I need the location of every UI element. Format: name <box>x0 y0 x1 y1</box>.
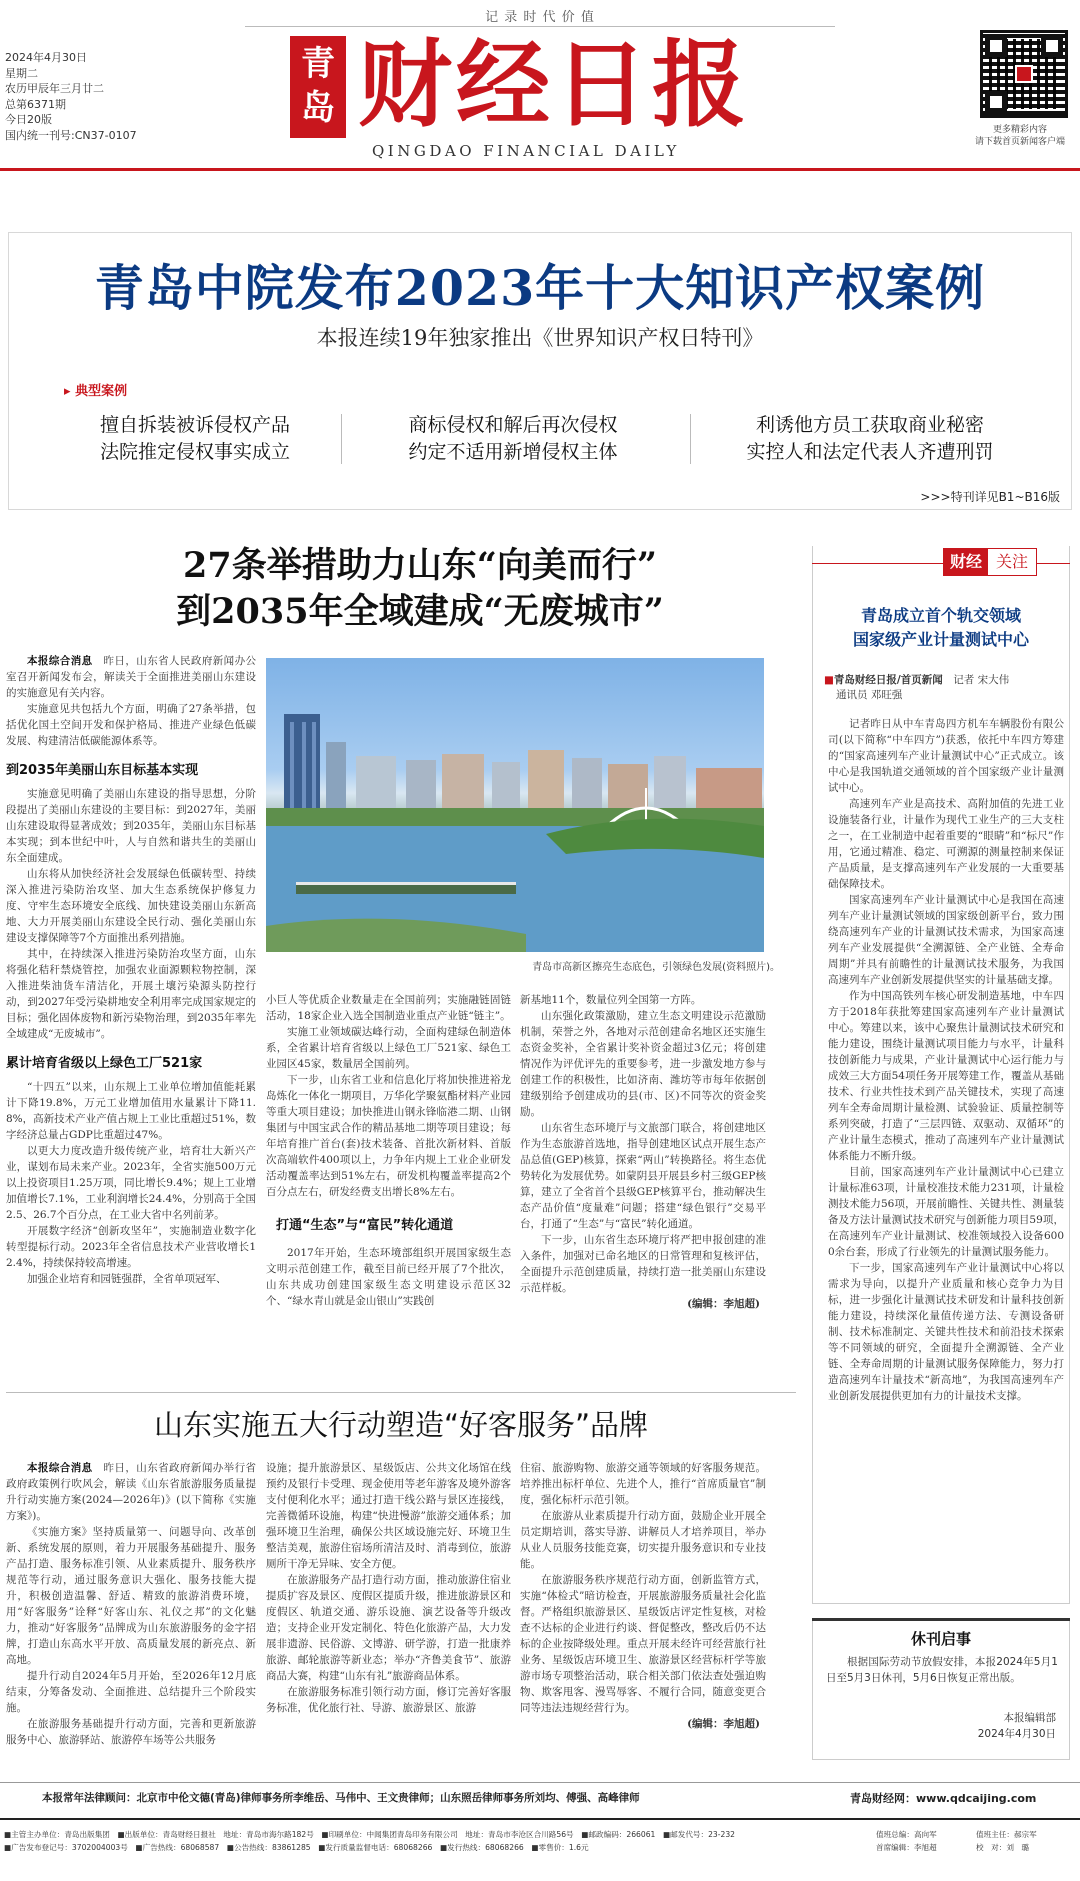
story1-col2 <box>266 992 511 1309</box>
notice-date: 2024年4月30日 <box>977 1728 1056 1740</box>
cases-label-text: 典型案例 <box>75 384 128 399</box>
case-divider-1 <box>341 414 342 464</box>
sidebar-byline <box>824 673 1064 703</box>
sidebar-paragraph: 记者昨日从中车青岛四方机车车辆股份有限公司(以下简称“中车四方”)获悉，依托中车四方筹建的“国家高速列车产业计量测试中心”正式成立。该中心是我国轨道交通领域的首个国家级产业计量测试中心。 <box>828 718 1064 794</box>
story2-top-rule <box>6 1392 796 1393</box>
story2-paragraph: 住宿、旅游购物、旅游交通等领域的好客服务规范。培养推出标杆单位、先进个人，推行“首席质量官”制度，强化标杆示范引领。 <box>520 1462 766 1506</box>
story1-headline[interactable] <box>60 543 780 635</box>
case-3-line1: 利诱他方员工获取商业秘密 <box>755 414 984 436</box>
story1-subhead-3: 打通“生态”与“富民”转化通道 <box>276 1218 454 1233</box>
story1-source: 本报综合消息 <box>27 655 93 667</box>
story2-paragraph: 《实施方案》坚持质量第一、问题导向、改革创新、系统发展的原则，着力开展服务基础提升、服务产品打造、服务标准引领、从业素质提升、服务秩序规范等行动，通过服务意识大强化、服务技能大提升，积极创造温馨、舒适、精致的旅游消费环境，用“好客服务”诠释“好客山东、礼仪之邦”的文化魅力，推动“好客服务”品牌成为山东旅游服务的金字招牌，打造山东高水平开放、高质量发展的新亮点、新高地。 <box>6 1526 256 1666</box>
story1-paragraph: 2017年开始，生态环境部组织开展国家级生态文明示范创建工作，截至目前已经开展了7个批次，山东共成功创建国家级生态文明建设示范区32个、“绿水青山就是金山银山”实践创 <box>266 1247 511 1307</box>
staff-director: 值班主任：郝宗军 <box>976 1830 1037 1839</box>
footer-row1: ■主管主办单位：青岛出版集团 ■出版单位：青岛财经日报社 地址：青岛市海尔路182号 ■印刷单位：中闻集团青岛印务有限公司 地址：青岛市李沧区合川路56号 ■邮政编码：266061 ■邮发代号：23-232 <box>4 1830 735 1839</box>
story1-editor: (编辑：李旭超) <box>687 1298 760 1310</box>
story1-paragraph: 山东省生态环境厅与文旅部门联合，将创建地区作为生态旅游首选地，指导创建地区试点开展生态产品总值(GEP)核算，探索“两山”转换路径。将生态优势转化为发展优势。如蒙阴县开展县乡村三级GEP核算，建立了全省首个县级GEP核算平台，推动解决生态产品价值“度量难”问题；搭建“绿色银行”交易平台，打通了“生态”与“富民”转化通道。 <box>520 1122 766 1230</box>
tagline-rule <box>245 26 835 27</box>
story1-paragraph: “十四五”以来，山东规上工业单位增加值能耗累计下降19.8%，万元工业增加值用水量累计下降11.8%，高新技术产业产值占规上工业比重超过51%，数字经济总量占GDP比重超过47%。 <box>6 1081 256 1141</box>
story2-paragraph: 在旅游服务秩序规范行动方面，创新监管方式，实施“体检式”暗访检查，开展旅游服务质量社会化监督。严格组织旅游景区、星级饭店评定性复核，对检查不达标的企业进行约谈、督促整改，整改后仍不达标的企业按降级处理。重点开展未经许可经营旅行社业务、星级饭店环境卫生、旅游景区经营标杆学等旅游市场专项整治活动，联合相关部门依法查处强迫购物、欺客甩客、漫骂辱客、不履行合同，随意变更合同等违法违规经营行为。 <box>520 1574 766 1714</box>
story2-col3 <box>520 1460 766 1732</box>
sidebar-paragraph: 高速列车产业是高技术、高附加值的先进工业设施装备行业，计量作为现代工业生产的三大支柱之一，在工业制造中起着重要的“眼睛”和“标尺”作用，它通过精准、稳定、可溯源的测量控制来保证产品质量，是支撑高速列车产业发展的一大重要基础保障技术。 <box>828 798 1064 890</box>
photo-caption: 青岛市高新区擦亮生态底色，引领绿色发展(资料照片)。 <box>532 962 780 973</box>
city-logo-text: 青岛 <box>301 44 335 128</box>
story1-paragraph: 下一步，山东省生态环境厅将严把申报创建的准入条件，加强对已命名地区的日常管理和复核评估，全面提升示范创建质量，持续打造一批美丽山东建设示范样板。 <box>520 1234 766 1294</box>
city-logo <box>290 36 346 138</box>
issue-weekday: 星期二 <box>5 66 38 80</box>
notice-sign: 本报编辑部 <box>1003 1712 1056 1724</box>
story1-paragraph: 山东强化政策激励，建立生态文明建设示范激励机制，荣誉之外，各地对示范创建命名地区还实施生态资金奖补，全省累计奖补资金超过3亿元；将创建情况作为评优评先的重要参考，进一步激发地方参与创建工作的积极性，比如济南、潍坊等市每年依据创建级别给予创建成功的县(市、区)不同等次的资金奖励。 <box>520 1010 766 1118</box>
story1-paragraph: 加强企业培育和园链强群，全省单项冠军、 <box>27 1273 227 1285</box>
story1-photo[interactable] <box>266 658 764 952</box>
lead-headline[interactable]: 青岛中院发布2023年十大知识产权案例 <box>94 259 986 317</box>
story1-paragraph: 开展数字经济“创新攻坚年”，实施制造业数字化转型提标行动。2023年全省信息技术产业营收增长12.4%，持续保持较高增速。 <box>6 1225 256 1269</box>
footer-staff <box>876 1828 1076 1854</box>
story1-paragraph: 新基地11个，数量位列全国第一方阵。 <box>520 994 702 1006</box>
byline-source: 青岛财经日报/首页新闻 <box>833 674 943 686</box>
notice-title: 休刊启事 <box>910 1630 971 1648</box>
masthead-bottom-rule <box>0 168 1080 171</box>
footer-row2: ■广告发布登记号：3702004003号 ■广告热线：68068587 ■公告热线：83861285 ■发行质量监督电话：68068266 ■发行热线：68068266 ■零售价：1.6元 <box>4 1843 589 1852</box>
qr-caption-line2: 请下载首页新闻客户端 <box>974 137 1065 147</box>
case-3-line2: 实控人和法定代表人齐遭刑罚 <box>746 441 994 463</box>
issue-date: 2024年4月30日 <box>5 51 87 64</box>
story1-headline-line2: 到2035年全域建成“无废城市” <box>176 591 664 632</box>
lead-subhead: 本报连续19年独家推出《世界知识产权日特刊》 <box>316 326 764 350</box>
issue-number: 总第6371期 <box>5 97 66 111</box>
story1-col3 <box>520 992 766 1312</box>
story1-paragraph: 实施工业领域碳达峰行动，全面构建绿色制造体系，全省累计培育省级以上绿色工厂521家、绿色工业园区45家，数量居全国前列。 <box>266 1026 511 1070</box>
case-3[interactable] <box>710 412 1030 466</box>
story2-paragraph: 在旅游服务标准引领行动方面，修订完善好客服务标准，优化旅行社、导游、旅游景区、旅游 <box>266 1686 511 1714</box>
story2-paragraph: 设施；提升旅游景区、星级饭店、公共文化场馆在线预约及银行卡受理、现金使用等老年游客及境外游客支付便利化水平；通过打造干线公路与景区连接线，完善微循环设施，构建“快进慢游”旅游交通体系；加强环境卫生治理，确保公共区域设施完好、环境卫生整洁美观，旅游住宿场所清洁及时、消毒到位，旅游厕所干净无异味、安全方便。 <box>266 1462 511 1570</box>
story1-paragraph: 实施意见共包括九个方面，明确了27条举措，包括优化国土空间开发和保护格局、推进产业绿色低碳发展、构建清洁低碳能源体系等。 <box>6 703 256 747</box>
footer-website[interactable]: 青岛财经网：www.qdcaijing.com <box>850 1792 1037 1805</box>
story2-editor: (编辑：李旭超) <box>687 1718 760 1730</box>
story2-col1 <box>6 1460 256 1748</box>
sidebar-tag-right: 关注 <box>996 552 1029 571</box>
sidebar-paragraph: 目前，国家高速列车产业计量测试中心已建立计量标准63项，计量校准技术能力231项，计量检测技术能力56项，开展前瞻性、关键共性、测量装备及方法计量测试技术研究与创新能力项目59项，在高速列车产业计量测试、校准领域投入设备6000余台套，形成了行业领先的计量测试服务能力。 <box>828 1166 1064 1258</box>
sidebar-tag-left: 财经 <box>944 549 988 575</box>
masthead-tagline: 记 录 时 代 价 值 <box>485 10 595 25</box>
story1-subhead-1: 到2035年美丽山东目标基本实现 <box>6 763 199 778</box>
story1-paragraph: 山东将从加快经济社会发展绿色低碳转型、持续深入推进污染防治攻坚、加大生态系统保护修复力度、守牢生态环境安全底线、加快建设美丽山东新高地、大力开展美丽山东建设全民行动、强化美丽山东建设支撑保障等7个方面推出系列措施。 <box>6 868 256 944</box>
story2-intro-text: 昨日，山东省政府新闻办举行省政府政策例行吹风会，解读《山东省旅游服务质量提升行动实施方案(2024—2026年)》(以下简称《实施方案》)。 <box>6 1462 257 1522</box>
staff-proofreader: 校 对：刘 璐 <box>976 1843 1030 1852</box>
qr-code[interactable] <box>980 30 1068 118</box>
case-1-line1: 擅自拆装被诉侵权产品 <box>99 414 290 436</box>
story2-col2 <box>266 1460 511 1716</box>
footer-imprint <box>4 1828 864 1854</box>
footer-legal: 本报常年法律顾问：北京市中伦文德(青岛)律师事务所李维岳、马伟中、王文贵律师；山东照岳律师事务所刘均、傅强、高峰律师 <box>42 1792 640 1804</box>
case-2[interactable] <box>358 412 668 466</box>
footer-bottom-rule <box>0 1818 1080 1820</box>
story1-col1 <box>6 653 256 1287</box>
staff-lead-editor: 首席编辑：李旭超 <box>876 1843 937 1852</box>
story1-paragraph: 其中，在持续深入推进污染防治攻坚方面，山东将强化秸秆禁烧管控，加强农业面源颗粒物控制，深入推进柴油货车清洁化，开展土壤污染源头防控行动，到2027年受污染耕地安全利用率完成国家规定的目标；强化固体废物和新污染物治理，到2035年率先全域建成“无废城市”。 <box>6 948 256 1040</box>
notice-top-rule <box>812 1618 1070 1621</box>
sidebar-headline-line1: 青岛成立首个轨交领域 <box>860 606 1021 625</box>
case-2-line1: 商标侵权和解后再次侵权 <box>408 414 618 436</box>
sidebar-headline-line2: 国家级产业计量测试中心 <box>852 630 1029 649</box>
story2-paragraph: 在旅游服务基础提升行动方面，完善和更新旅游服务中心、旅游驿站、旅游停车场等公共服务 <box>6 1718 256 1746</box>
sidebar-headline[interactable] <box>816 604 1066 652</box>
masthead-title: 财经日报 <box>358 30 751 140</box>
case-1-line2: 法院推定侵权事实成立 <box>99 441 290 463</box>
story2-source: 本报综合消息 <box>27 1462 93 1474</box>
story2-intro <box>6 1460 256 1524</box>
story1-intro-text: 昨日，山东省人民政府新闻办公室召开新闻发布会，解读关于全面推进美丽山东建设的实施意见有关内容。 <box>6 655 257 699</box>
story1-paragraph: 小巨人等优质企业数量走在全国前列；实施融链固链活动，18家企业入选全国制造业重点产业链“链主”。 <box>266 994 511 1022</box>
story2-paragraph: 在旅游服务产品打造行动方面，推动旅游住宿业提质扩容及景区、度假区提质升级，推进旅游景区和度假区、轨道交通、游乐设施、演艺设备等升级改造；支持企业开发定制化、特色化旅游产品，大力发展非遗游、民俗游、文博游、研学游，打造一批康养旅游、邮轮旅游等新业态；举办“齐鲁美食节”、旅游商品大赛，构建“山东有礼”旅游商品体系。 <box>266 1574 511 1682</box>
masthead-title-en: QINGDAO FINANCIAL DAILY <box>372 142 680 160</box>
notice-body: 根据国际劳动节放假安排，本报2024年5月1日至5月3日休刊，5月6日恢复正常出版。 <box>826 1656 1058 1684</box>
byline-marker-icon: ■ <box>824 674 834 686</box>
case-1[interactable] <box>60 412 330 466</box>
sidebar-tag <box>943 548 1037 576</box>
staff-chief-editor: 值班总编：高向军 <box>876 1830 937 1839</box>
special-issue-link[interactable]: >>>特刊详见B1~B16版 <box>920 490 1060 504</box>
sidebar-body <box>828 716 1064 1404</box>
cases-bullet-icon: ▸ <box>64 384 71 399</box>
story1-subhead-2: 累计培育省级以上绿色工厂521家 <box>6 1056 203 1071</box>
story1-intro <box>6 653 256 701</box>
edition-info <box>5 50 137 143</box>
byline-reporter: 记者 宋大伟 <box>953 674 1010 686</box>
qr-caption-line1: 更多精彩内容 <box>992 125 1047 135</box>
story2-paragraph: 在旅游从业素质提升行动方面，鼓励企业开展全员定期培训，落实导游、讲解员人才培养项目，举办从业人员服务技能竞赛，切实提升服务意识和专业技能。 <box>520 1510 766 1570</box>
photo-illustration <box>266 658 764 952</box>
issue-lunar: 农历甲辰年三月廿二 <box>5 82 104 95</box>
case-2-line2: 约定不适用新增侵权主体 <box>408 441 618 463</box>
story1-paragraph: 实施意见明确了美丽山东建设的指导思想，分阶段提出了美丽山东建设的主要目标：到2027年，美丽山东建设取得显著成效；到2035年，美丽山东目标基本实现；到本世纪中叶，人与自然和谐共生的美丽山东全面建成。 <box>6 788 256 864</box>
issue-pages: 今日20版 <box>5 113 52 126</box>
story1-headline-line1: 27条举措助力山东“向美而行” <box>183 545 657 586</box>
sidebar-paragraph: 作为中国高铁列车核心研发制造基地，中车四方于2018年获批筹建国家高速列车产业计量测试中心。筹建以来，该中心聚焦计量测试技术研究和能力建设，围绕计量测试项目能力与水平，计量科技创新能力与成果，产业计量测试中心运行能力与成效三大方面54项任务开展筹建工作，覆盖从基础技术、行业共性技术到产品关键技术，实现了高速列车全寿命周期计量检测、试验验证、质量控制等系列突破，打造了“三层四链、双驱动、双循环”的产业计量生态模式，推动了高速列车产业计量测试体系能力不断升级。 <box>828 990 1064 1162</box>
sidebar-paragraph: 下一步，国家高速列车产业计量测试中心将以需求为导向，以提升产业质量和核心竞争力为目标，进一步强化计量测试技术研发和计量科技创新能力建设，持续深化量值传递方法、专测设备研制、技术标准制定、关键共性技术和前沿技术探索等不同领域的研究，全面提升全溯源链、全产业链、全寿命周期的计量测试服务保障能力，努力打造高速列车计量技术“新高地”，为我国高速列车产业创新发展提供更加有力的计量技术支撑。 <box>828 1262 1064 1402</box>
cases-label <box>64 380 127 399</box>
story2-headline[interactable]: 山东实施五大行动塑造“好客服务”品牌 <box>153 1408 649 1442</box>
issue-cn: 国内统一刊号:CN37-0107 <box>5 128 137 142</box>
story1-paragraph: 下一步，山东省工业和信息化厅将加快推进裕龙岛炼化一体化一期项目，万华化学聚氨酯材料产业园等重大项目建设；加快推进山钢永锋临港二期、山钢集团与中国宝武合作的精品基地二期等项目建设；每年培育推广首台(套)技术装备、首批次新材料、首版次高端软件400项以上，力争年内规上工业企业研发活动覆盖率达到51%左右，研发机构覆盖率提高2个百分点左右，研发经费支出增长8%左右。 <box>266 1074 511 1198</box>
footer-top-rule <box>0 1782 1080 1783</box>
sidebar-paragraph: 国家高速列车产业计量测试中心是我国在高速列车产业计量测试领域的国家级创新平台，致力围绕高速列车产业的计量测试技术需求，为国家高速列车产业发展提供“全溯源链、全产业链、全寿命周期”并具有前瞻性的计量测试技术服务，为我国高速列车产业创新发展提供坚实的计量基础支撑。 <box>828 894 1064 986</box>
case-divider-2 <box>690 414 691 464</box>
byline-correspondent: 通讯员 邓旺强 <box>836 689 903 701</box>
story1-paragraph: 以更大力度改造升级传统产业，培育壮大新兴产业，谋划布局未来产业。2023年，全省实施500万元以上投资项目1.25万项，同比增长9.4%；规上工业增加值增长7.1%，工业利润增长24.4%，分别高于全国2.5、26.7个百分点，在工业大省中名列前茅。 <box>6 1145 256 1221</box>
story2-paragraph: 提升行动自2024年5月开始，至2026年12月底结束，分筹备发动、全面推进、总结提升三个阶段实施。 <box>6 1670 256 1714</box>
qr-caption <box>960 124 1080 148</box>
